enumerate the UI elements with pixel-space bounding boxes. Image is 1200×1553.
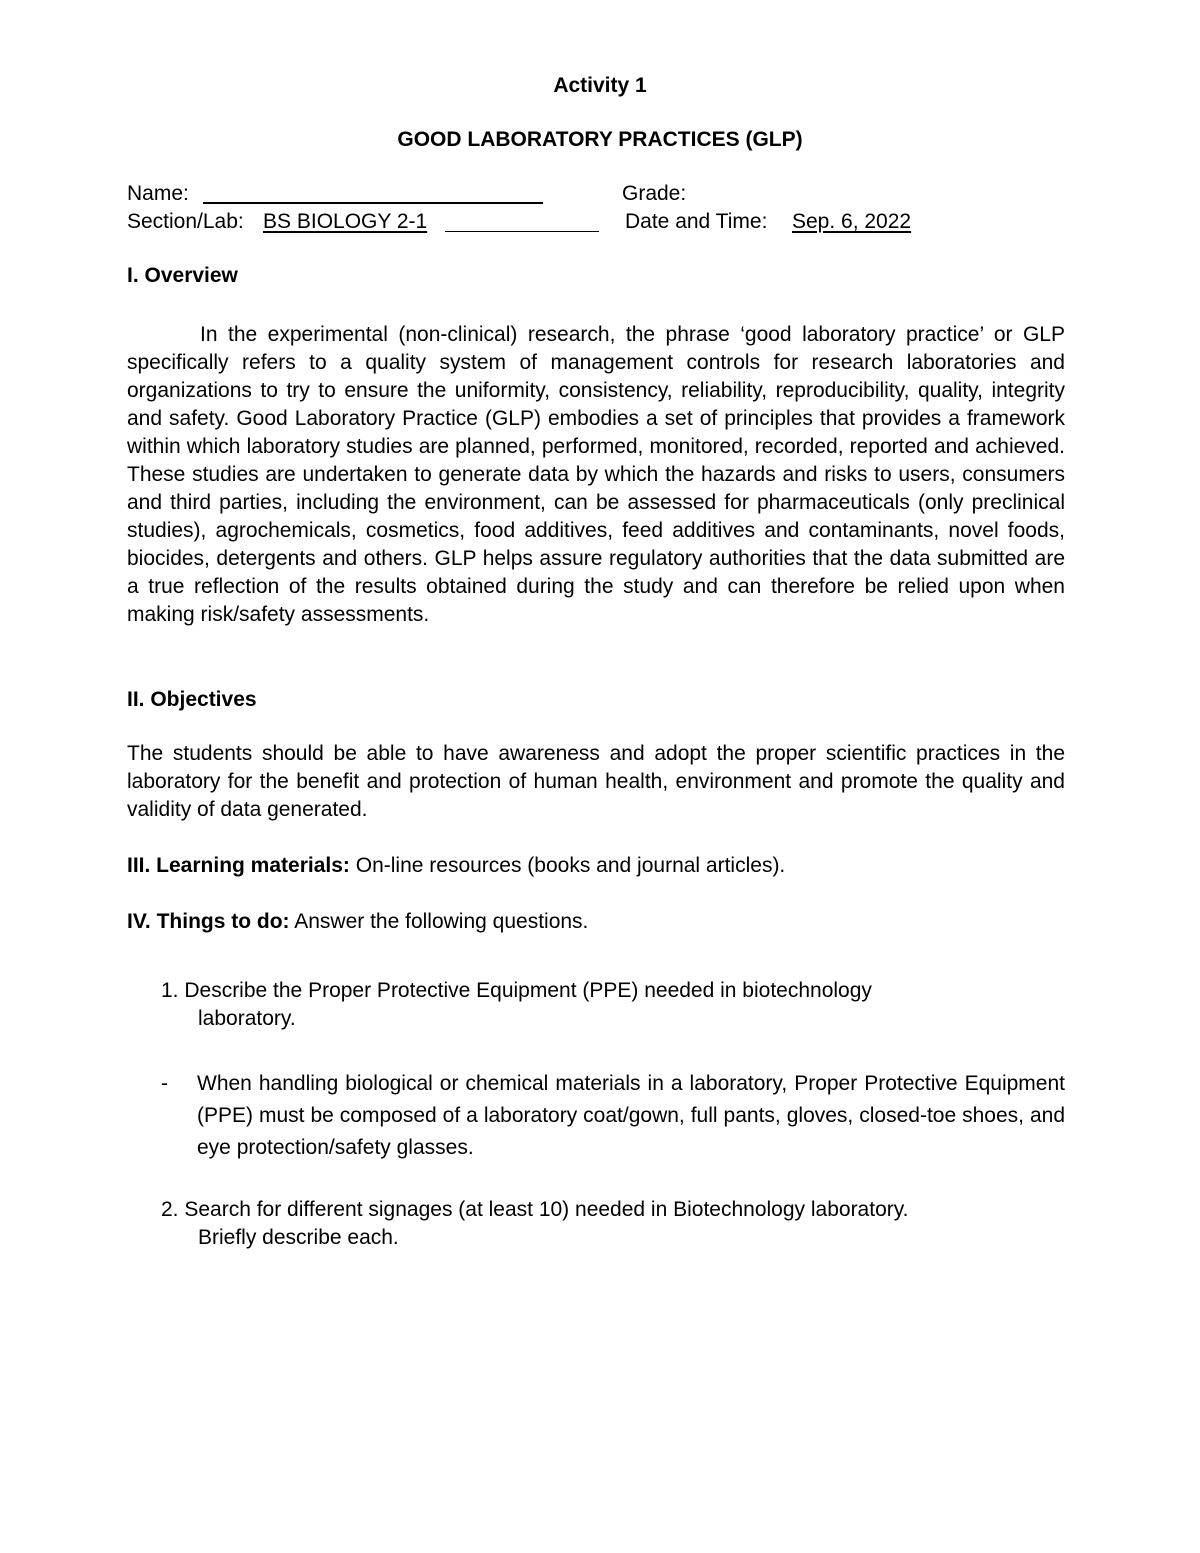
main-title: GOOD LABORATORY PRACTICES (GLP): [397, 128, 803, 151]
learning-materials-label: III. Learning materials:: [127, 854, 350, 877]
section-blank-line: [445, 231, 599, 232]
question-2-line-2: Briefly describe each.: [198, 1226, 399, 1249]
answer-1-paragraph: When handling biological or chemical materials in a laboratory, Proper Protective Equipment (PPE) must be composed of a laboratory coat/gown, full pants, gloves, closed-toe shoes, and eye protection/safety glasses.: [197, 1072, 1065, 1159]
things-to-do-label: IV. Things to do:: [127, 910, 290, 933]
date-label: Date and Time:: [625, 210, 768, 233]
learning-materials-text: On-line resources (books and journal articles).: [349, 854, 786, 877]
activity-title: Activity 1: [553, 74, 647, 97]
objectives-paragraph: The students should be able to have awareness and adopt the proper scientific practices in the laboratory for the benefit and protection of human health, environment and promote the quality and validity of data generated.: [127, 742, 1065, 821]
overview-heading: I. Overview: [127, 264, 238, 287]
section-value: BS BIOLOGY 2-1: [263, 210, 428, 233]
overview-paragraph: In the experimental (non-clinical) research, the phrase ‘good laboratory practice’ or GLP specifically refers to a quality system of management controls for research laboratories and organizations to try to ensure the uniformity, consistency, reliability, reproducibility, quality, integrity and safety. Good Laboratory Practice (GLP) embodies a set of principles that provides a framework within which laboratory studies are planned, performed, monitored, recorded, reported and achieved. These studies are undertaken to generate data by which the hazards and risks to users, consumers and third parties, including the environment, can be assessed for pharmaceuticals (only preclinical studies), agrochemicals, cosmetics, food additives, feed additives and contaminants, novel foods, biocides, detergents and others. GLP helps assure regulatory authorities that the data submitted are a true reflection of the results obtained during the study and can therefore be relied upon when making risk/safety assessments.: [127, 323, 1065, 626]
name-label: Name:: [127, 182, 189, 205]
question-1-line-2: laboratory.: [198, 1007, 296, 1030]
learning-materials-line: [127, 853, 785, 879]
things-to-do-line: [127, 909, 588, 935]
objectives-heading: II. Objectives: [127, 688, 257, 711]
grade-label: Grade:: [622, 182, 687, 205]
answer-bullet: -: [161, 1072, 168, 1095]
things-to-do-text: Answer the following questions.: [289, 910, 589, 933]
section-label: Section/Lab:: [127, 210, 244, 233]
question-2-line-1: 2. Search for different signages (at least 10) needed in Biotechnology laboratory.: [161, 1198, 909, 1221]
question-1-line-1: 1. Describe the Proper Protective Equipment (PPE) needed in biotechnology: [161, 979, 872, 1002]
date-value: Sep. 6, 2022: [792, 210, 912, 233]
name-blank-line[interactable]: [203, 202, 543, 204]
